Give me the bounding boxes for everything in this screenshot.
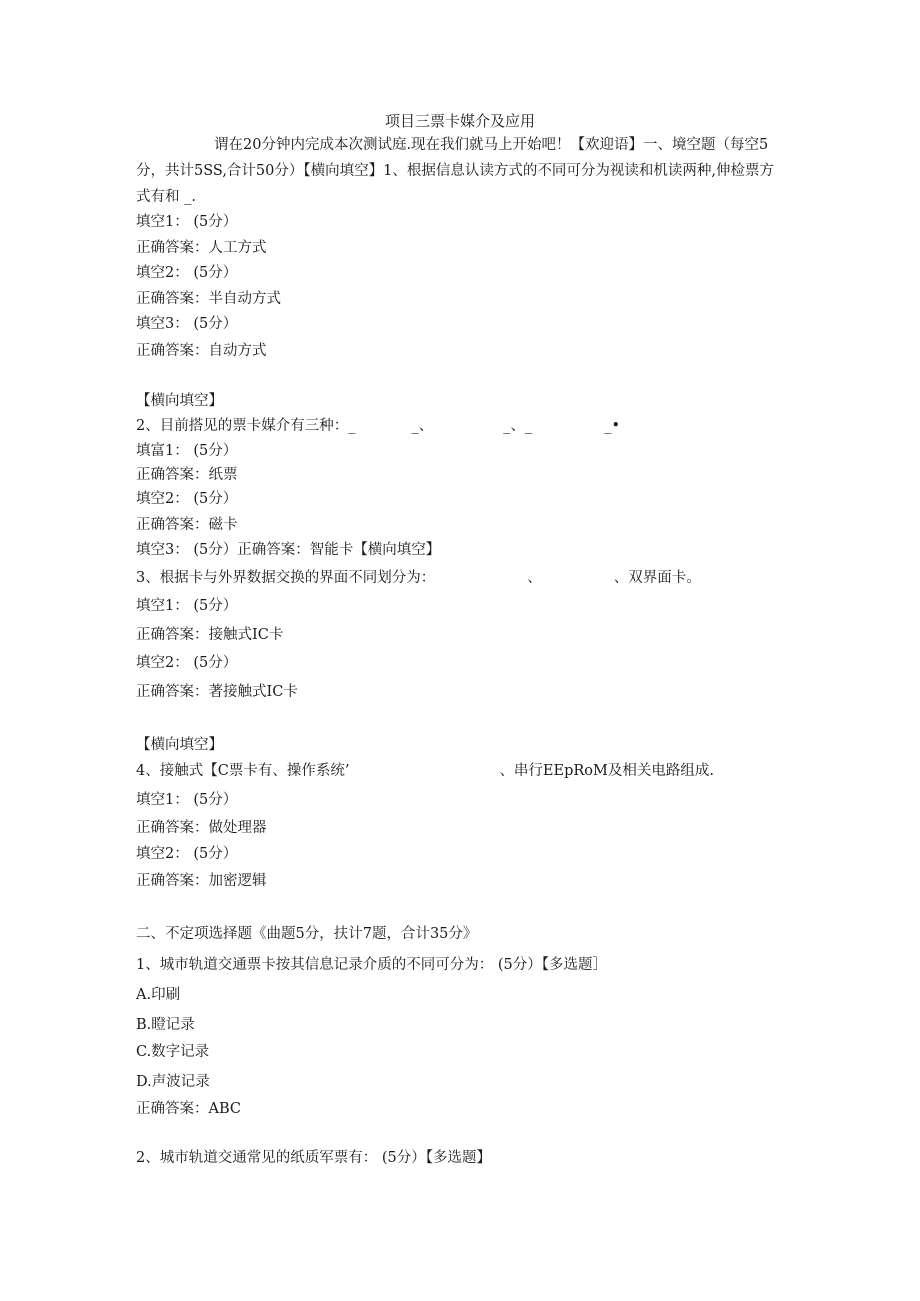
intro-paragraph: 谓在20分钟内完成本次测试庭.现在我们就马上开始吧！【欢迎语】一、境空题（每空5分，共计5SS,合计50分）【横向填空】1、根据信息认读方式的不同可分为视读和机读两种,伸检票方式有和 _. [136, 137, 774, 205]
q4-stem-part-b: 、串行EEpRoM及相关电路组成. [499, 763, 714, 779]
q2-stem-part-d: _• [604, 418, 621, 434]
q2-fill-2: 填空2： (5分） [136, 491, 238, 507]
q3-answer-2: 正确答案：著接触式IC卡 [136, 684, 298, 700]
q4-stem-part-a: 4、接触式【C票卡有、操作系统’ [136, 763, 350, 779]
mc1-stem: 1、城市轨道交通票卡按其信息记录介质的不同可分为： (5分）【多选题］ [136, 957, 607, 973]
q2-fill-1: 填富1： (5分） [136, 443, 238, 459]
section-tag-horizontal-fill-2: 【横向填空】 [136, 737, 223, 753]
mc1-option-d: D.声波记录 [136, 1074, 210, 1090]
q4-stem [136, 759, 714, 780]
q2-stem-part-b: _、 [411, 418, 434, 434]
q4-fill-1: 填空1： (5分） [136, 792, 238, 808]
q1-fill-3: 填空3： (5分） [136, 316, 238, 332]
mc1-option-a: A.印刷 [136, 987, 181, 1003]
q3-stem-part-a: 3、根据卡与外界数据交换的界面不同划分为： [136, 570, 436, 586]
q4-answer-1: 正确答案：做处理器 [136, 820, 267, 836]
q3-stem [136, 566, 701, 587]
q1-answer-1: 正确答案：人工方式 [136, 240, 267, 256]
q2-stem-part-c: _、_ [503, 418, 533, 434]
q2-stem-part-a: 2、目前搭见的票卡媒介有三种：_ [136, 418, 356, 434]
q4-fill-2: 填空2： (5分） [136, 846, 238, 862]
q1-answer-3: 正确答案：自动方式 [136, 343, 267, 359]
q3-answer-1: 正确答案：接触式IC卡 [136, 627, 284, 643]
part2-header: 二、不定项选择题《曲题5分，扶计7题，合计35分》 [136, 926, 478, 942]
q1-answer-2: 正确答案：半自动方式 [136, 291, 281, 307]
q2-answer-1: 正确答案：纸票 [136, 467, 238, 483]
mc2-stem: 2、城市轨道交通常见的纸质军票有： (5分）【多选题】 [136, 1150, 491, 1166]
q3-stem-part-c: 、双界面卡。 [613, 570, 701, 586]
q3-fill-1: 填空1： (5分） [136, 598, 238, 614]
q4-answer-2: 正确答案：加密逻辑 [136, 873, 267, 889]
q1-fill-1: 填空1： (5分） [136, 214, 238, 230]
section-tag-horizontal-fill: 【横向填空】 [136, 393, 223, 409]
q3-stem-part-b: 、 [527, 570, 542, 586]
q2-answer-2: 正确答案：磁卡 [136, 517, 238, 533]
q2-fill-3-with-answer: 填空3： (5分）正确答案：智能卡【横向填空】 [136, 542, 441, 558]
mc1-option-c: C.数字记录 [136, 1044, 210, 1060]
mc1-option-b: B.瞪记录 [136, 1017, 195, 1033]
q1-fill-2: 填空2： (5分） [136, 265, 238, 281]
q3-fill-2: 填空2： (5分） [136, 655, 238, 671]
mc1-answer: 正确答案：ABC [136, 1101, 241, 1117]
q2-stem [136, 414, 620, 435]
document-title: 项目三票卡媒介及应用 [384, 112, 535, 130]
